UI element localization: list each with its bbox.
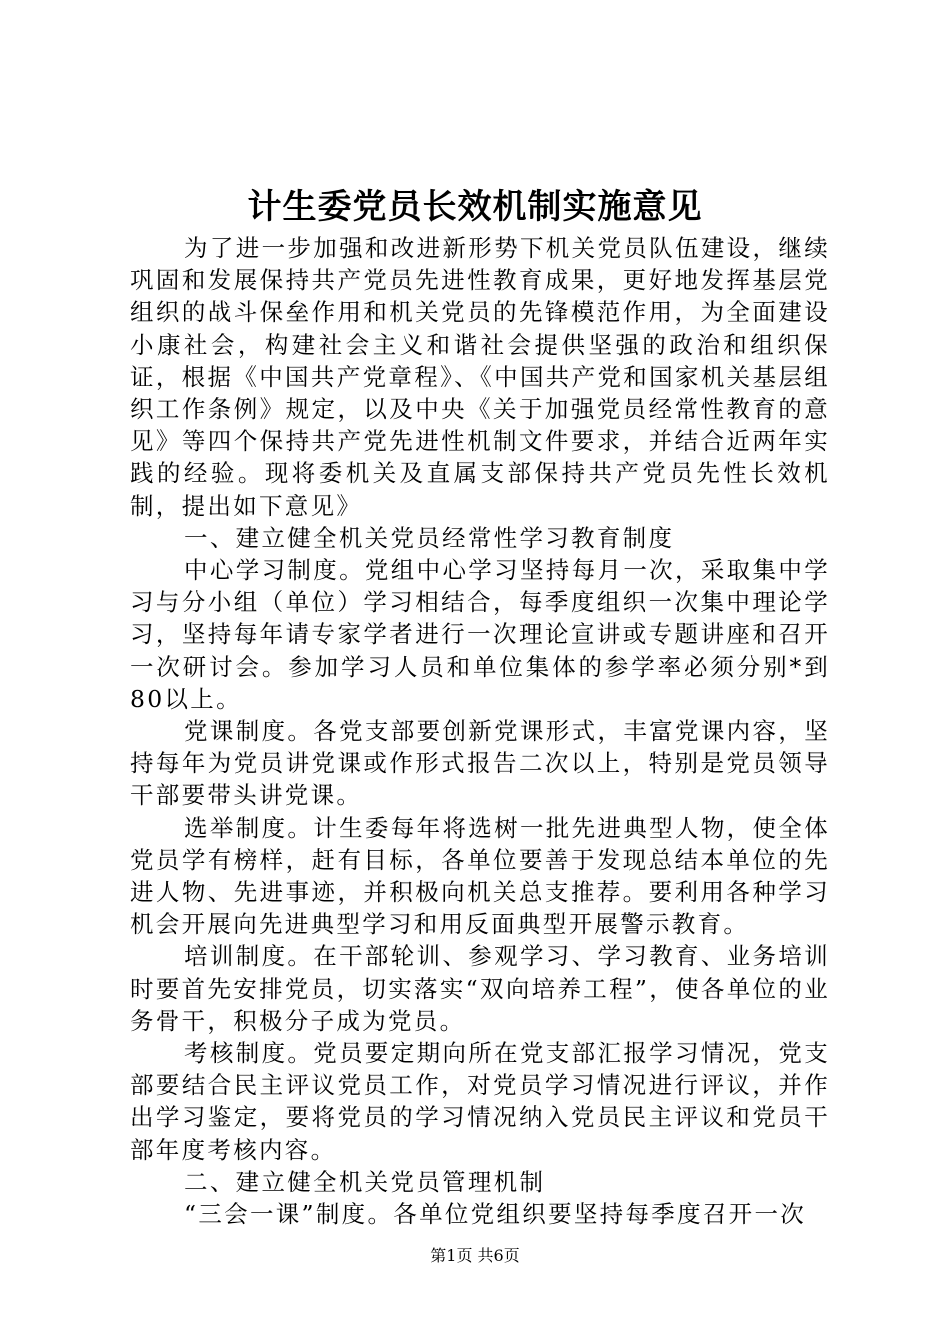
paragraph-training: 培训制度。在干部轮训、参观学习、学习教育、业务培训时要首先安排党员，切实落实“双向培养工程”，使各单位的业务骨干，积极分子成为党员。 [130,942,830,1035]
document-title: 计生委党员长效机制实施意见 [247,187,703,227]
intro-paragraph: 为了进一步加强和改进新形势下机关党员队伍建设，继续巩固和发展保持共产党员先进性教育成果，更好地发挥基层党组织的战斗保垒作用和机关党员的先锋模范作用，为全面建设小康社会，构建社会主义和谐社会提供坚强的政治和组织保证，根据《中国共产党章程》、《中国共产党和国家机关基层组织工作条例》规定，以及中央《关于加强党员经常性教育的意见》等四个保持共产党先进性机制文件要求，并结合近两年实践的经验。现将委机关及直属支部保持共产党员先性长效机制，提出如下意见》 [130,234,830,520]
document-body [130,232,830,1230]
paragraph-party-class: 党课制度。各党支部要创新党课形式，丰富党课内容，坚持每年为党员讲党课或作形式报告二次以上，特别是党员领导干部要带头讲党课。 [130,717,830,810]
paragraph-three-meetings: “三会一课”制度。各单位党组织要坚持每季度召开一次 [184,1200,807,1229]
section-heading-2: 二、建立健全机关党员管理机制 [184,1167,546,1196]
paragraph-selection: 选举制度。计生委每年将选树一批先进典型人物，使全体党员学有榜样，赶有目标，各单位要善于发现总结本单位的先进人物、先进事迹，并积极向机关总支推荐。要利用各种学习机会开展向先进典型学习和用反面典型开展警示教育。 [130,813,830,939]
paragraph-assessment: 考核制度。党员要定期向所在党支部汇报学习情况，党支部要结合民主评议党员工作，对党员学习情况进行评议，并作出学习鉴定，要将党员的学习情况纳入党员民主评议和党员干部年度考核内容。 [130,1039,830,1164]
paragraph-central-study: 中心学习制度。党组中心学习坚持每月一次，采取集中学习与分小组（单位）学习相结合，每季度组织一次集中理论学习，坚持每年请专家学者进行一次理论宣讲或专题讲座和召开一次研讨会。参加学习人员和单位集体的参学率必须分别*到80以上。 [130,556,830,713]
section-heading-1: 一、建立健全机关党员经常性学习教育制度 [184,523,675,552]
page-footer: 第1页 共6页 [430,1246,520,1265]
